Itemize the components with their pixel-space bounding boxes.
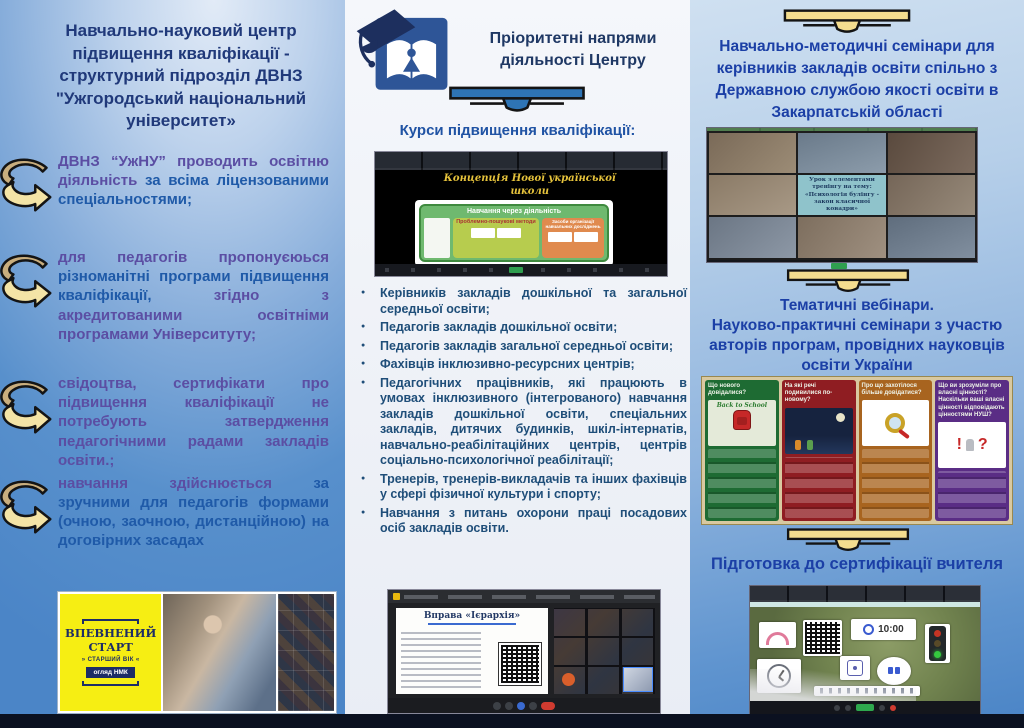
qr-code — [805, 622, 840, 654]
comment-rows — [938, 471, 1006, 518]
bullet-segment: за всіма ліцензованими спеціальностями; — [58, 172, 329, 209]
hyperlink-line — [428, 623, 516, 625]
collage-caption: Урок з елементами тренінгу на тему: «Психологія булінгу - закон класичної ковадри» — [804, 177, 880, 213]
bullet-segment: за зручними для педагогів формами (очною, заочною, дистанційною) на договірних засадах — [58, 474, 329, 550]
sticker-tray — [814, 686, 920, 696]
back-to-school-card — [708, 400, 776, 446]
traffic-light-icon — [929, 626, 946, 661]
courses-list — [355, 286, 687, 540]
curved-arrow-icon — [0, 476, 58, 536]
slide-chip — [548, 232, 572, 242]
participants-strip — [750, 586, 980, 602]
camera-button — [505, 702, 513, 710]
magnifier-card — [862, 400, 930, 446]
left-panel-title: Навчально-науковий центр підвищення кваліфікації - структурний підрозділ ДВНЗ "Ужгородський національний університет» — [55, 21, 307, 131]
course-item: ● Фахівців інклюзивно-ресурсних центрів; — [355, 357, 687, 373]
ribbon-divider-yellow — [782, 267, 914, 294]
classroom-photo — [709, 175, 796, 215]
google-meet-screenshot — [388, 590, 660, 713]
gauge-card — [759, 622, 796, 648]
course-item: ● Керівників закладів дошкільної та загальної середньої освіти; — [355, 286, 687, 317]
collage-caption-card — [798, 175, 885, 215]
padlet-column-header: На які речі подивилися по-новому? — [784, 383, 833, 404]
poster-bracket — [82, 619, 138, 624]
bullet-text — [58, 248, 329, 344]
avatar-tile — [562, 673, 575, 686]
poster-bracket — [82, 681, 138, 686]
bullet-segment: різноманітні програми підвищення кваліфікації, — [58, 268, 329, 305]
ribbon-divider-yellow — [782, 526, 914, 553]
graduation-cap-book-logo — [351, 2, 455, 98]
bullet-text — [58, 152, 329, 210]
bullet-text — [58, 474, 329, 551]
mic-button — [834, 705, 840, 711]
card-label: Back to School — [716, 402, 768, 410]
zoom-call-screenshot — [375, 152, 667, 276]
timer-card — [851, 619, 915, 640]
slide-script-title: Концепція Нової української школи — [443, 173, 616, 197]
zoom-whiteboard-screenshot — [750, 586, 980, 714]
camera-button — [845, 705, 851, 711]
webinar-screenshot — [58, 592, 336, 713]
classroom-photo — [709, 217, 796, 257]
padlet-column-header: Що нового довідалися? — [708, 383, 746, 397]
comment-rows — [785, 457, 853, 518]
bullet-text — [58, 374, 329, 470]
participants-grid — [278, 594, 334, 711]
course-item: ● Навчання з питань охорони праці посадових осіб закладів освіти. — [355, 506, 687, 537]
night-sky-card — [785, 408, 853, 454]
gauge-icon — [766, 632, 789, 646]
padlet-column — [705, 380, 779, 521]
curved-arrow-icon — [0, 154, 58, 214]
backpack-illustration — [733, 410, 751, 430]
course-item: ● Педагогів закладів дошкільної освіти; — [355, 320, 687, 336]
leave-call-button — [541, 702, 555, 710]
more-button — [529, 702, 537, 710]
bullet-item — [0, 152, 331, 214]
document-icon — [393, 593, 400, 600]
padlet-column — [935, 380, 1009, 521]
slide-chip — [574, 232, 598, 242]
course-item: ● Тренерів, тренерів-викладачів та інших фахівців у сфері фізичної культури і спорту; — [355, 472, 687, 503]
slide-green-box — [419, 204, 609, 262]
shared-document — [396, 608, 548, 694]
chat-button — [879, 705, 885, 711]
padlet-column — [859, 380, 933, 521]
topbar-text — [404, 595, 655, 599]
slide-box-title: Навчання через діяльність — [467, 208, 561, 215]
curved-arrow-icon — [0, 376, 58, 436]
share-button — [509, 267, 523, 273]
comment-rows — [862, 449, 930, 518]
slide-box-title: Проблемно-пошукові методи — [456, 218, 536, 225]
participants-grid — [554, 608, 655, 694]
section1-title: Навчально-методичні семінари для керівників закладів освіти спільно з Державною службою якості освіти в Закарпатській області — [715, 38, 999, 121]
timer-ring-icon — [863, 624, 874, 635]
slide-tools-box — [542, 218, 604, 258]
bullet-segment: ДВНЗ “УжНУ” проводить освітню діяльність — [58, 153, 329, 190]
dice-card — [840, 656, 870, 680]
bullet-item — [0, 374, 331, 470]
meeting-toolbar — [707, 260, 977, 262]
bullet-item — [0, 248, 331, 344]
curved-arrow-icon — [0, 250, 58, 310]
share-button — [856, 704, 874, 711]
vpevnenyi-start-poster — [60, 594, 161, 711]
traffic-light-card — [925, 624, 950, 663]
present-button — [517, 702, 525, 710]
timer-value: 10:00 — [878, 624, 904, 636]
classroom-photo — [888, 217, 975, 257]
padlet-column-header: Що ви зрозуміли про власні цінності? Наскільки ваші власні цінності відповідають цінностями НУШ? — [938, 383, 1005, 418]
bottom-dark-strip — [0, 714, 1024, 728]
courses-heading: Курси підвищення кваліфікації: — [399, 122, 636, 139]
classroom-photo — [798, 217, 885, 257]
meet-topbar — [388, 590, 660, 603]
meet-toolbar — [388, 698, 660, 713]
classroom-collage-screenshot — [707, 128, 977, 262]
whiteboard-canvas — [750, 607, 980, 701]
ribbon-divider-blue — [443, 84, 591, 114]
end-call-button — [890, 705, 896, 711]
slide-box-title: Засоби організації навчальних досліджень — [545, 218, 601, 229]
comment-rows — [708, 449, 776, 518]
moon-illustration — [836, 413, 845, 422]
left-bullet-list — [0, 152, 345, 551]
section2-title-rest: Науково-практичні семінари з участю авторів програм, провідних науковців освіти України — [709, 317, 1005, 375]
poster-title: ВПЕВНЕНИЙ СТАРТ — [65, 626, 157, 654]
bullet-segment: свідоцтва, сертифікати про підвищення кваліфікації не потребують затвердження педагогічними радами закладів освіти.; — [58, 374, 329, 469]
slide-chip — [471, 228, 495, 238]
bullet-segment: навчання здійснюється — [58, 474, 272, 492]
qr-code-card — [803, 620, 842, 656]
kid-figure — [807, 440, 813, 450]
course-item: ● Педагогічних працівників, які працюють в умовах інклюзивного (інтегрованого) навчання закладів дошкільної освіти, спеціальних закладів, дитячих будинків, шкіл-інтернатів, навчально-реабілітаційних центрів, центрів соціально-психологічної реабілітації; — [355, 376, 687, 469]
qr-code — [498, 642, 542, 686]
ribbon-divider-yellow — [777, 7, 917, 35]
poster-subtitle: » СТАРШИЙ ВІК « — [81, 656, 140, 663]
magnifying-glass-icon — [885, 413, 905, 433]
slide-chip — [497, 228, 521, 238]
slide-methods-box — [453, 218, 539, 258]
meeting-toolbar — [750, 701, 980, 714]
analog-clock-icon — [767, 664, 791, 688]
bullet-item — [0, 474, 331, 551]
document-title: Вправа «Ієрархія» — [423, 611, 521, 621]
classroom-photo — [888, 133, 975, 173]
classroom-photo — [888, 175, 975, 215]
exclamation-mark: ! — [956, 435, 962, 453]
question-mark: ? — [977, 435, 988, 453]
section3-title: Підготовка до сертифікації вчителя — [711, 555, 1003, 573]
kid-figure — [795, 440, 801, 450]
padlet-column — [782, 380, 856, 521]
die-icon — [847, 660, 863, 676]
padlet-column-header: Про що захотілося більше довідатися? — [861, 383, 922, 397]
center-title: Пріоритетні напрями діяльності Центру — [489, 30, 657, 70]
presentation-slide — [415, 200, 613, 266]
bullet-segment: згідно з акредитованими освітніми програмами Університуту; — [58, 287, 329, 343]
exclamation-question-card — [938, 422, 1006, 468]
participants-strip — [375, 152, 667, 170]
photo-grid — [707, 131, 977, 260]
slide-white-box — [424, 218, 450, 258]
clock-card — [757, 659, 801, 693]
section2-title — [695, 296, 1019, 377]
classroom-photo — [709, 133, 796, 173]
woman-reading-photo — [163, 594, 275, 711]
classroom-photo — [798, 133, 885, 173]
mic-button — [493, 702, 501, 710]
right-panel — [690, 0, 1024, 728]
course-item: ● Педагогів закладів загальної середньої освіти; — [355, 339, 687, 355]
round-badge-card — [877, 657, 912, 685]
center-panel — [345, 0, 690, 728]
figure-illustration — [966, 439, 974, 451]
padlet-board-screenshot — [702, 377, 1012, 524]
section2-title-line1: Тематичні вебінари. — [780, 297, 934, 314]
poster-badge: огляд НМК — [86, 667, 134, 678]
bullet-segment: для педагогів пропонуєюься — [58, 249, 329, 266]
active-speaker-tile — [623, 667, 653, 692]
left-panel — [0, 0, 345, 728]
document-text-lines — [401, 630, 481, 688]
